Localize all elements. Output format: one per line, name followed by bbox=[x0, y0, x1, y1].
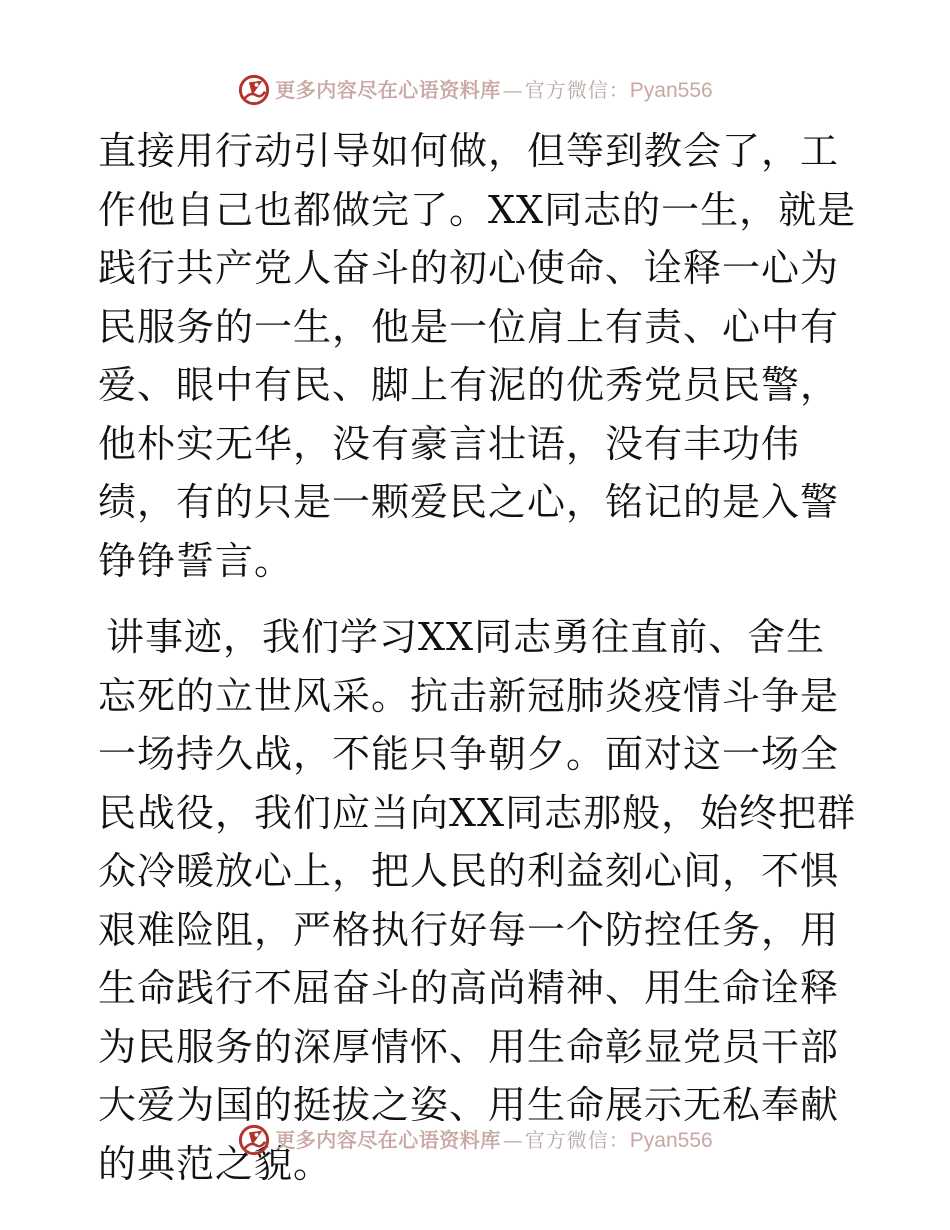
banner-official-label: 官方微信： bbox=[524, 1127, 630, 1152]
book-pen-logo-icon bbox=[237, 73, 271, 107]
header-banner bbox=[0, 70, 950, 110]
paragraph-1: 直接用行动引导如何做，但等到教会了，工作他自己也都做完了。XX同志的一生，就是践行共产党人奋斗的初心使命、诠释一心为民服务的一生，他是一位肩上有责、心中有爱、眼中有民、脚上有泥的优秀党员民警，他朴实无华，没有豪言壮语，没有丰功伟绩，有的只是一颗爱民之心，铭记的是入警铮铮誓言。 bbox=[98, 129, 857, 583]
banner-main-text: 更多内容尽在心语资料库 bbox=[275, 77, 501, 102]
banner-dash: — bbox=[502, 77, 523, 102]
banner-main-text: 更多内容尽在心语资料库 bbox=[275, 1127, 501, 1152]
banner-official-label: 官方微信： bbox=[524, 77, 630, 102]
paragraph-2: 讲事迹，我们学习XX同志勇往直前、舍生忘死的立世风采。抗击新冠肺炎疫情斗争是一场持久战，不能只争朝夕。面对这一场全民战役，我们应当向XX同志那般，始终把群众冷暖放心上，把人民的利益刻心间，不惧艰难险阻，严格执行好每一个防控任务，用生命践行不屈奋斗的高尚精神、用生命诠释为民服务的深厚情怀、用生命彰显党员干部大爱为国的挺拔之姿、用生命展示无私奉献的典范之貌。 bbox=[98, 615, 857, 1186]
banner-text bbox=[275, 1127, 713, 1152]
document-body bbox=[98, 122, 858, 1193]
book-pen-logo-icon bbox=[237, 1123, 271, 1157]
banner-text bbox=[275, 77, 713, 102]
banner-wechat-id: Pyan556 bbox=[629, 78, 713, 102]
banner-dash: — bbox=[502, 1127, 523, 1152]
footer-banner bbox=[0, 1120, 950, 1160]
banner-wechat-id: Pyan556 bbox=[629, 1128, 713, 1152]
